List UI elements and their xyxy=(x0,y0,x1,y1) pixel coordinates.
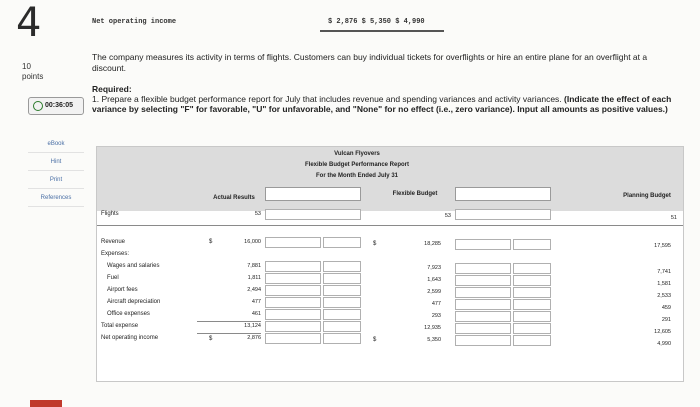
flights-activity-var-input[interactable] xyxy=(265,209,361,220)
activity-var-select[interactable] xyxy=(513,323,551,334)
variance-header-input-1[interactable] xyxy=(265,187,361,201)
flexible-office-expenses: 293 xyxy=(431,313,441,319)
spending-var-select[interactable] xyxy=(323,297,361,308)
flexible-fuel: 1,643 xyxy=(427,277,441,283)
strip-label: Net operating income xyxy=(92,18,177,26)
spending-var-select[interactable] xyxy=(323,285,361,296)
spending-var-select[interactable] xyxy=(323,261,361,272)
actual-total-expense: 13,124 xyxy=(244,323,261,329)
actual-airport-fees: 2,494 xyxy=(247,287,261,293)
row-label-expenses: Expenses: xyxy=(101,251,130,257)
spending-var-input[interactable] xyxy=(265,261,321,272)
required-text: 1. Prepare a flexible budget performance report for July that includes revenue and spending variances and activity variances. xyxy=(92,94,562,104)
spending-var-select[interactable] xyxy=(323,321,361,332)
total-rule xyxy=(197,333,261,334)
row-label-wages: Wages and salaries xyxy=(107,263,160,269)
flexible-airport-fees: 2,599 xyxy=(427,289,441,295)
flights-planning: 51 xyxy=(670,215,677,221)
row-label-net-operating-income: Net operating income xyxy=(101,335,159,341)
activity-var-select[interactable] xyxy=(513,287,551,298)
col-planning-budget: Planning Budget xyxy=(623,193,671,199)
spending-var-input[interactable] xyxy=(265,333,321,344)
required-heading: Required: xyxy=(92,84,132,94)
timer-value: 00:36:05 xyxy=(45,102,74,109)
total-rule xyxy=(197,321,261,322)
flexible-wages: 7,923 xyxy=(427,265,441,271)
spending-var-select[interactable] xyxy=(323,309,361,320)
activity-var-select[interactable] xyxy=(513,239,551,250)
report-period: For the Month Ended July 31 xyxy=(315,173,398,179)
required-instructions: (Indicate the effect of each variance by selecting "F" for favorable, "U" for unfavorable, and "None" for no effect (i.e., zero variance). Input all amounts as positive values.) xyxy=(92,94,672,114)
row-label-revenue: Revenue xyxy=(101,239,126,245)
spending-var-input[interactable] xyxy=(265,309,321,320)
previous-answer-strip xyxy=(92,12,452,36)
activity-var-select[interactable] xyxy=(513,299,551,310)
dollar-sign: $ xyxy=(209,336,213,342)
company-name: Vulcan Flyovers xyxy=(334,151,380,157)
flights-flexible: 53 xyxy=(444,213,451,219)
spending-var-select[interactable] xyxy=(323,333,361,344)
activity-var-input[interactable] xyxy=(455,275,511,286)
print-button[interactable]: Print xyxy=(28,173,84,189)
flights-label: Flights xyxy=(101,211,119,217)
activity-var-input[interactable] xyxy=(455,287,511,298)
flexible-revenue: 18,285 xyxy=(424,241,441,247)
spending-var-input[interactable] xyxy=(265,321,321,332)
planning-office-expenses: 291 xyxy=(661,317,671,323)
row-label-fuel: Fuel xyxy=(107,275,119,281)
planning-wages: 7,741 xyxy=(657,269,671,275)
activity-var-input[interactable] xyxy=(455,335,511,346)
actual-aircraft-depreciation: 477 xyxy=(251,299,261,305)
spending-var-input[interactable] xyxy=(265,273,321,284)
strip-underline xyxy=(320,30,444,32)
flights-revenue-var-input[interactable] xyxy=(455,209,551,220)
flexible-total-expense: 12,935 xyxy=(424,325,441,331)
spending-var-input[interactable] xyxy=(265,285,321,296)
planning-total-expense: 12,605 xyxy=(654,329,671,335)
required-section xyxy=(92,84,682,114)
flights-actual: 53 xyxy=(254,211,261,217)
actual-revenue: 16,000 xyxy=(244,239,261,245)
clock-icon xyxy=(33,101,43,111)
performance-report-table xyxy=(96,146,684,382)
strip-values: $ 2,876 $ 5,350 $ 4,990 xyxy=(328,18,425,26)
col-flexible-budget: Flexible Budget xyxy=(392,191,438,197)
row-label-office-expenses: Office expenses xyxy=(107,311,150,317)
flexible-aircraft-depreciation: 477 xyxy=(431,301,441,307)
activity-var-input[interactable] xyxy=(455,239,511,250)
activity-var-input[interactable] xyxy=(455,299,511,310)
spending-var-input[interactable] xyxy=(265,237,321,248)
activity-var-select[interactable] xyxy=(513,275,551,286)
points-value: 10 xyxy=(22,62,31,71)
actual-wages: 7,881 xyxy=(247,263,261,269)
activity-var-select[interactable] xyxy=(513,311,551,322)
timer[interactable] xyxy=(28,97,84,115)
variance-header-input-2[interactable] xyxy=(455,187,551,201)
dollar-sign: $ xyxy=(209,239,213,245)
planning-aircraft-depreciation: 459 xyxy=(661,305,671,311)
actual-fuel: 1,811 xyxy=(247,275,261,281)
references-button[interactable]: References xyxy=(28,191,84,207)
col-actual-results: Actual Results xyxy=(213,195,255,201)
points-box xyxy=(22,62,43,82)
activity-var-input[interactable] xyxy=(455,263,511,274)
ebook-button[interactable]: eBook xyxy=(28,137,84,153)
spending-var-input[interactable] xyxy=(265,297,321,308)
planning-revenue: 17,595 xyxy=(654,243,671,249)
points-label: points xyxy=(22,72,44,81)
planning-fuel: 1,581 xyxy=(657,281,671,287)
dollar-sign: $ xyxy=(373,337,377,343)
activity-var-input[interactable] xyxy=(455,311,511,322)
planning-net-operating-income: 4,990 xyxy=(657,341,671,347)
spending-var-select[interactable] xyxy=(323,273,361,284)
activity-var-select[interactable] xyxy=(513,263,551,274)
flexible-net-operating-income: 5,350 xyxy=(427,337,441,343)
planning-airport-fees: 2,533 xyxy=(657,293,671,299)
actual-office-expenses: 461 xyxy=(251,311,261,317)
row-label-airport-fees: Airport fees xyxy=(107,287,138,293)
row-label-total-expense: Total expense xyxy=(101,323,139,329)
row-label-aircraft-depreciation: Aircraft depreciation xyxy=(107,299,161,305)
dollar-sign: $ xyxy=(373,241,377,247)
activity-var-input[interactable] xyxy=(455,323,511,334)
divider xyxy=(97,225,683,226)
spending-var-select[interactable] xyxy=(323,237,361,248)
hint-button[interactable]: Hint xyxy=(28,155,84,171)
question-number: 4 xyxy=(16,0,42,46)
bottom-tab-marker xyxy=(30,400,62,407)
actual-net-operating-income: 2,876 xyxy=(247,335,261,341)
report-title: Flexible Budget Performance Report xyxy=(304,162,410,168)
question-prompt: The company measures its activity in terms of flights. Customers can buy individual tickets for overflights or hire an entire plane for an overflight at a discount. xyxy=(92,52,648,73)
activity-var-select[interactable] xyxy=(513,335,551,346)
